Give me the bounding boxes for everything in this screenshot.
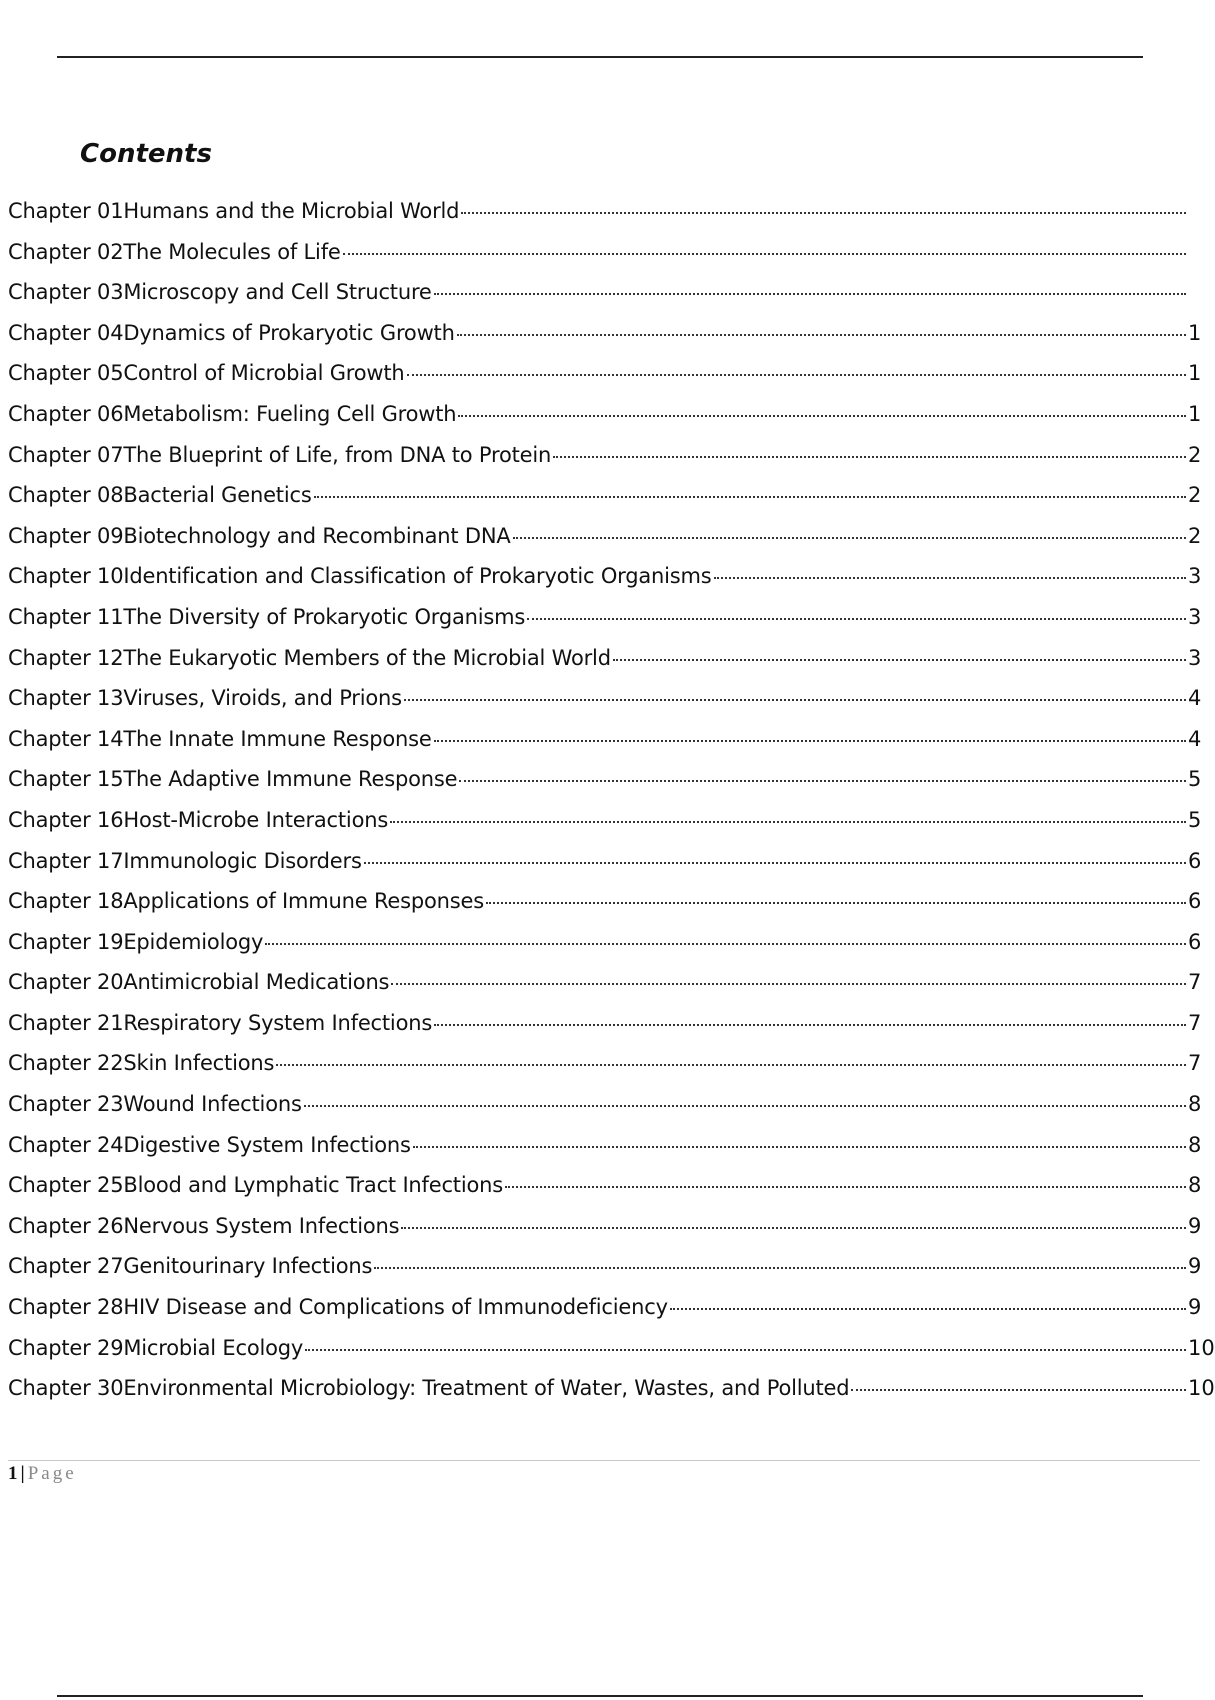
toc-entry-page: 6: [1188, 929, 1202, 954]
toc-entry-number: Chapter 24: [8, 1132, 124, 1157]
toc-entry-title: The Eukaryotic Members of the Microbial World: [123, 645, 611, 670]
toc-entry-number: Chapter 13: [8, 686, 124, 711]
toc-dot-leader: [613, 659, 1186, 661]
toc-entry[interactable]: [8, 315, 1200, 356]
page-label: Page: [27, 1463, 77, 1484]
page-top-rule: [57, 56, 1143, 58]
toc-entry-title: Bacterial Genetics: [123, 483, 312, 508]
toc-entry-number: Chapter 16: [8, 807, 124, 832]
toc-entry-title: The Adaptive Immune Response: [123, 767, 458, 792]
toc-entry-page: 8: [1188, 1173, 1202, 1198]
toc-dot-leader: [457, 334, 1186, 336]
toc-entry[interactable]: [8, 437, 1200, 478]
toc-entry-number: Chapter 27: [8, 1254, 124, 1279]
toc-dot-leader: [314, 496, 1186, 498]
toc-entry-page: 7: [1188, 1010, 1202, 1035]
toc-dot-leader: [407, 374, 1186, 376]
toc-entry-page: 7: [1188, 970, 1202, 995]
toc-entry[interactable]: [8, 721, 1200, 762]
toc-entry-page: 3: [1188, 645, 1202, 670]
toc-entry[interactable]: [8, 558, 1200, 599]
toc-entry-page: 1: [1188, 361, 1202, 386]
toc-dot-leader: [670, 1308, 1186, 1310]
toc-entry[interactable]: [8, 843, 1200, 884]
toc-entry[interactable]: [8, 802, 1200, 843]
toc-entry-title: The Innate Immune Response: [123, 726, 432, 751]
toc-entry-page: 1: [1188, 320, 1202, 345]
toc-entry[interactable]: [8, 355, 1200, 396]
page-footer: [8, 1462, 77, 1486]
toc-entry[interactable]: [8, 680, 1200, 721]
toc-entry-title: Microbial Ecology: [123, 1335, 304, 1360]
toc-dot-leader: [401, 1227, 1186, 1229]
toc-entry[interactable]: [8, 964, 1200, 1005]
toc-entry[interactable]: [8, 274, 1200, 315]
toc-entry-number: Chapter 09: [8, 523, 124, 548]
toc-entry-number: Chapter 29: [8, 1335, 124, 1360]
toc-entry[interactable]: [8, 1127, 1200, 1168]
toc-entry-title: Nervous System Infections: [123, 1213, 400, 1238]
footer-rule: [8, 1460, 1200, 1461]
toc-dot-leader: [265, 943, 1186, 945]
toc-dot-leader: [276, 1064, 1186, 1066]
toc-entry-number: Chapter 17: [8, 848, 124, 873]
toc-entry[interactable]: [8, 193, 1200, 234]
toc-entry[interactable]: [8, 640, 1200, 681]
toc-dot-leader: [714, 577, 1186, 579]
toc-entry-number: Chapter 03: [8, 280, 124, 305]
toc-entry-title: Skin Infections: [123, 1051, 275, 1076]
toc-entry-number: Chapter 01: [8, 199, 124, 223]
toc-entry-page: 1: [1188, 401, 1202, 426]
toc-entry-number: Chapter 22: [8, 1051, 124, 1076]
toc-dot-leader: [304, 1105, 1186, 1107]
toc-entry-title: Immunologic Disorders: [123, 848, 362, 873]
toc-entry-number: Chapter 19: [8, 929, 124, 954]
toc-entry-page: 5: [1188, 767, 1202, 792]
toc-entry[interactable]: [8, 477, 1200, 518]
toc-dot-leader: [553, 456, 1186, 458]
toc-dot-leader: [343, 253, 1186, 255]
toc-entry-number: Chapter 06: [8, 401, 124, 426]
toc-dot-leader: [391, 983, 1186, 985]
toc-entry-number: Chapter 12: [8, 645, 124, 670]
toc-entry[interactable]: [8, 1005, 1200, 1046]
toc-entry-number: Chapter 02: [8, 239, 124, 264]
toc-entry[interactable]: [8, 518, 1200, 559]
toc-entry-page: 9: [1188, 1254, 1202, 1279]
toc-entry-title: Environmental Microbiology: Treatment of Water, Wastes, and Polluted: [123, 1376, 850, 1401]
toc-entry-page: 4: [1188, 726, 1202, 751]
toc-entry-title: Respiratory System Infections: [123, 1010, 433, 1035]
toc-entry[interactable]: [8, 883, 1200, 924]
toc-entry-number: Chapter 11: [8, 604, 124, 629]
page-number: 1: [8, 1463, 18, 1484]
toc-dot-leader: [458, 415, 1186, 417]
toc-entry-title: Blood and Lymphatic Tract Infections: [123, 1173, 503, 1198]
toc-dot-leader: [374, 1267, 1186, 1269]
toc-entry-number: Chapter 15: [8, 767, 124, 792]
toc-title: Contents: [80, 139, 212, 169]
toc-entry-title: Humans and the Microbial World: [123, 199, 460, 223]
page-separator: |: [20, 1463, 25, 1484]
page-bottom-rule: [57, 1695, 1143, 1697]
toc-entry[interactable]: [8, 1330, 1215, 1371]
toc-entry-title: Applications of Immune Responses: [123, 889, 484, 914]
toc-entry-page: 9: [1188, 1213, 1202, 1238]
toc-dot-leader: [486, 902, 1186, 904]
toc-dot-leader: [434, 740, 1186, 742]
toc-entry[interactable]: [8, 761, 1200, 802]
toc-entry-page: 8: [1188, 1092, 1202, 1117]
toc-dot-leader: [459, 780, 1186, 782]
toc-entry-title: Biotechnology and Recombinant DNA: [123, 523, 511, 548]
toc-entry-number: Chapter 07: [8, 442, 124, 467]
toc-entry-page: 3: [1188, 604, 1202, 629]
toc-entry[interactable]: [8, 234, 1200, 275]
toc-entry-title: Wound Infections: [123, 1092, 302, 1117]
toc-entry-number: Chapter 20: [8, 970, 124, 995]
toc-entry-number: Chapter 21: [8, 1010, 124, 1035]
toc-dot-leader: [513, 537, 1186, 539]
toc-entry-number: Chapter 26: [8, 1213, 124, 1238]
toc-entry-page: 5: [1188, 807, 1202, 832]
toc-entry-number: Chapter 23: [8, 1092, 124, 1117]
toc-entry[interactable]: [8, 599, 1200, 640]
toc-entry[interactable]: [8, 1167, 1200, 1208]
toc-entry-number: Chapter 28: [8, 1295, 124, 1320]
toc-entry[interactable]: [8, 1086, 1200, 1127]
toc-dot-leader: [434, 1024, 1186, 1026]
toc-entry-title: Viruses, Viroids, and Prions: [123, 686, 402, 711]
toc-entry-title: Digestive System Infections: [123, 1132, 411, 1157]
toc-entry-title: HIV Disease and Complications of Immunodeficiency: [123, 1295, 668, 1320]
toc-entry[interactable]: [8, 924, 1200, 965]
toc-entry-page: 2: [1188, 483, 1202, 508]
toc-entry-page: 2: [1188, 442, 1202, 467]
toc-entry-title: Dynamics of Prokaryotic Growth: [123, 320, 455, 345]
toc-entry-number: Chapter 08: [8, 483, 124, 508]
toc-entry-title: Host-Microbe Interactions: [123, 807, 389, 832]
toc-dot-leader: [527, 618, 1186, 620]
toc-entry-page: 9: [1188, 1295, 1202, 1320]
toc-entry-title: Metabolism: Fueling Cell Growth: [123, 401, 457, 426]
toc-entry-number: Chapter 05: [8, 361, 124, 386]
toc-entry[interactable]: [8, 1248, 1200, 1289]
toc-dot-leader: [461, 212, 1186, 214]
toc-entry-title: Control of Microbial Growth: [123, 361, 405, 386]
toc-dot-leader: [413, 1146, 1186, 1148]
toc-entry[interactable]: [8, 396, 1200, 437]
toc-entry-page: 7: [1188, 1051, 1202, 1076]
toc-dot-leader: [851, 1389, 1186, 1391]
toc-entry-page: 10: [1188, 1376, 1215, 1401]
toc-entry-title: Epidemiology: [123, 929, 264, 954]
toc-entry-number: Chapter 25: [8, 1173, 124, 1198]
toc-dot-leader: [364, 862, 1186, 864]
toc-entry-title: The Molecules of Life: [123, 239, 341, 264]
toc-dot-leader: [390, 821, 1186, 823]
toc-dot-leader: [505, 1186, 1186, 1188]
toc-entry-number: Chapter 14: [8, 726, 124, 751]
toc-dot-leader: [434, 293, 1186, 295]
toc-entry[interactable]: [8, 1289, 1200, 1330]
toc-entry-page: 8: [1188, 1132, 1202, 1157]
toc-entry-number: Chapter 04: [8, 320, 124, 345]
toc-entry-page: 3: [1188, 564, 1202, 589]
toc-entry-number: Chapter 18: [8, 889, 124, 914]
toc-dot-leader: [404, 699, 1186, 701]
toc-entry-title: Microscopy and Cell Structure: [123, 280, 432, 305]
toc-entry-title: The Blueprint of Life, from DNA to Protein: [123, 442, 552, 467]
toc-entry-title: Antimicrobial Medications: [123, 970, 390, 995]
toc-entry[interactable]: [8, 1208, 1200, 1249]
table-of-contents: [8, 193, 1215, 1411]
toc-entry-title: Genitourinary Infections: [123, 1254, 373, 1279]
toc-entry-page: 4: [1188, 686, 1202, 711]
toc-entry-number: Chapter 10: [8, 564, 124, 589]
toc-entry-title: Identification and Classification of Prokaryotic Organisms: [123, 564, 712, 589]
toc-dot-leader: [305, 1349, 1186, 1351]
toc-entry-page: 6: [1188, 848, 1202, 873]
toc-entry-page: 10: [1188, 1335, 1215, 1360]
toc-entry-page: 2: [1188, 523, 1202, 548]
toc-entry[interactable]: [8, 1370, 1215, 1411]
toc-entry-title: The Diversity of Prokaryotic Organisms: [123, 604, 526, 629]
toc-entry-page: 6: [1188, 889, 1202, 914]
toc-entry-number: Chapter 30: [8, 1376, 124, 1401]
toc-entry[interactable]: [8, 1045, 1200, 1086]
